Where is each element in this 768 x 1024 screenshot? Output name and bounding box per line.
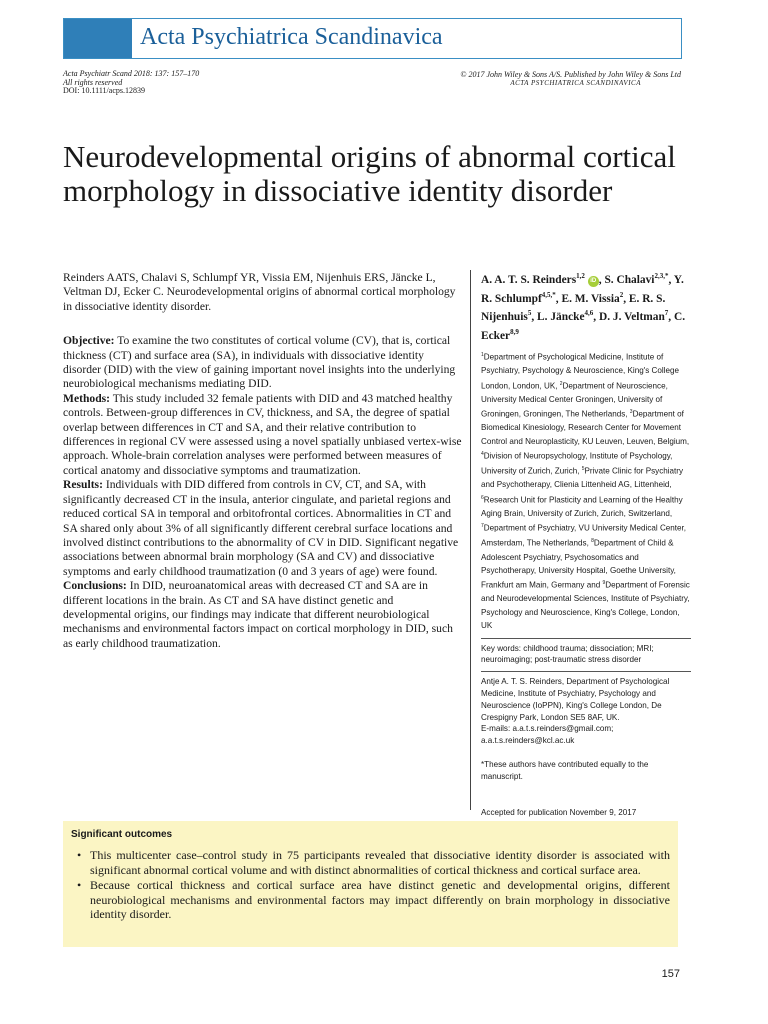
affil-number: 3: [629, 409, 633, 416]
journal-header-accent: [64, 19, 132, 58]
conclusions-label: Conclusions:: [63, 579, 127, 593]
affil-number: 4: [481, 451, 484, 458]
author-name: A. A. T. S. Reinders: [481, 273, 577, 286]
significant-outcomes-box: [63, 821, 678, 947]
equal-contribution-note: *These authors have contributed equally to the manuscript.: [481, 760, 649, 781]
affil-text: Division of Neuropsychology, Institute of Psychology, University of Zurich, Zurich,: [481, 451, 673, 477]
outcome-item: [71, 878, 670, 922]
results-text: Individuals with DID differed from controls in CV, CT, and SA, with significantly decreased CT in the insula, anterior cingulate, and parietal regions and reduced cortical SA in temporal and orbitofrontal cortices. Abnormalities in CT and SA shared only about 3% of all significantly different cerebral surface locations and involved distinct contributions to the abnormality of CV in DID. Significant negative associations between abnormal brain morphology (SA and CV) and dissociative symptoms and early childhood traumatization (0 and 3 years of age) were found.: [63, 478, 459, 578]
affil-text: Department of Forensic and Neurodevelopmental Sciences, Institute of Psychiatry, Psychology and Neuroscience, King's College, London, UK: [481, 581, 690, 631]
outcome-text: This multicenter case–control study in 75 participants revealed that dissociative identity disorder is associated with significant abnormal cortical volume and with distinct abnormalities of cortical thickness and cortical surface area.: [90, 848, 670, 877]
author-name: D. J. Veltman: [598, 310, 665, 323]
affil-text: Department of Psychiatry, VU University Medical Center, Amsterdam, The Netherlands,: [481, 524, 687, 549]
journal-header: [63, 18, 682, 59]
divider: [481, 638, 691, 639]
author-asterisk: *: [552, 290, 556, 299]
author-column: [481, 269, 691, 818]
affil-number: 9: [602, 580, 606, 587]
affil-text: Department of Neuroscience, University Medical Center Groningen, University of Groningen, Groningen, The Netherlands,: [481, 381, 668, 420]
rights-line: All rights reserved: [63, 77, 123, 87]
author-name: S. Chalavi: [604, 273, 655, 286]
outcomes-title: Significant outcomes: [71, 829, 173, 840]
affiliations: [481, 349, 691, 632]
affil-number: 1: [481, 352, 484, 359]
citation-block: Reinders AATS, Chalavi S, Schlumpf YR, Vissia EM, Nijenhuis ERS, Jäncke L, Veltman DJ, Ecker C. Neurodevelopmental origins of abnormal cortical morphology in dissociative identity disorder.: [63, 271, 456, 313]
author-name: C. Ecker: [481, 310, 686, 342]
methods-text: This study included 32 female patients with DID and 43 matched healthy controls. Between-group differences in CV, thickness, and SA, the degree of spatial overlap between differences in CT and SA, and their relative contribution to differences in regional CV were assessed using a novel spatially unbiased vertex-wise approach. Whole-brain correlation analyses were performed between measures of cortical anatomy and dissociative symptoms and traumatization.: [63, 391, 462, 477]
journal-name: Acta Psychiatrica Scandinavica: [140, 24, 443, 50]
objective-text: To examine the two constitutes of cortical volume (CV), that is, cortical thickness (CT) and surface area (SA), in individuals with dissociative identity disorder (DID) with the view of gaining important novel insights into the underlying neurobiological mechanisms mediating DID.: [63, 334, 456, 391]
author-name: L. Jäncke: [537, 310, 585, 323]
author-affil-sup: 2,3,: [654, 272, 665, 280]
affil-number: 5: [581, 466, 585, 473]
outcome-text: Because cortical thickness and cortical surface area have distinct genetic and developmental origins, different neurobiological mechanisms and environmental factors may impact differently on brain morphology in dissociative identity disorder.: [90, 878, 670, 921]
author-affil-sup: 1,2: [576, 272, 585, 280]
methods-label: Methods:: [63, 391, 111, 405]
abstract-methods: [63, 392, 463, 478]
keywords: Key words: childhood trauma; dissociation; MRI; neuroimaging; post-traumatic stress disorder: [481, 643, 654, 665]
accepted-date: Accepted for publication November 9, 2017: [481, 807, 637, 817]
affil-text: Department of Biomedical Kinesiology, Research Center for Movement Control and Neuroplasticity, KU Leuven, Leuven, Belgium,: [481, 410, 690, 446]
article-title: Neurodevelopmental origins of abnormal cortical morphology in dissociative identity disorder: [63, 139, 676, 208]
bullet-icon: •: [77, 848, 82, 862]
affil-text: Research Unit for Plasticity and Learning of the Healthy Aging Brain, University of Zurich, Zurich, Switzerland,: [481, 495, 683, 518]
author-affil-sup: 4,6: [584, 309, 594, 318]
affil-text: Department of Psychological Medicine, Institute of Psychiatry, Psychology & Neuroscience, King's College London, London, UK,: [481, 353, 679, 391]
outcomes-list: [71, 848, 670, 922]
correspondence-address: Antje A. T. S. Reinders, Department of Psychological Medicine, Institute of Psychiatry, Psychology and Neuroscience (IoPPN), King's College London, De Crespigny Park, London SE5 8AF, UK.: [481, 677, 670, 722]
author-name: Y. R. Schlumpf: [481, 273, 684, 305]
author-name: E. R. S. Nijenhuis: [481, 292, 666, 323]
outcome-item: [71, 848, 670, 877]
abstract-objective: [63, 334, 463, 392]
column-divider: [470, 270, 471, 810]
copyright-meta: [460, 70, 681, 88]
affil-number: 8: [591, 538, 594, 545]
affil-number: 6: [481, 494, 484, 501]
page-number: 157: [661, 968, 680, 980]
author-affil-sup: 2: [619, 290, 624, 299]
author-affil-sup: 4,5,: [541, 290, 553, 299]
abstract-results: [63, 478, 463, 579]
abstract-column: [63, 271, 463, 651]
correspondence-email-1[interactable]: E-mails: a.a.t.s.reinders@gmail.com;: [481, 724, 614, 734]
affil-text: Department of Child & Adolescent Psychiatry, Psychosomatics and Psychotherapy, University Hospital, Goethe University, Frankfurt am Main, Germany and: [481, 539, 676, 591]
orcid-icon[interactable]: iD: [588, 276, 599, 287]
author-affil-sup: 7: [664, 309, 669, 318]
journal-caps: ACTA PSYCHIATRICA SCANDINAVICA: [510, 79, 641, 87]
objective-label: Objective:: [63, 334, 115, 348]
author-name: E. M. Vissia: [561, 292, 620, 305]
author-asterisk: *: [664, 272, 669, 280]
conclusions-text: In DID, neuroanatomical areas with decreased CT and SA are in different locations in the brain. As CT and SA have distinct genetic and developmental origins, our findings may indicate that different neurobiological mechanisms and environmental factors impact on cortical morphology in DID, such as early childhood traumatization.: [63, 579, 453, 650]
copyright-line: © 2017 John Wiley & Sons A/S. Published by John Wiley & Sons Ltd: [460, 70, 681, 79]
abstract-conclusions: [63, 579, 463, 651]
citation-meta: [63, 70, 199, 96]
citation-line: Acta Psychiatr Scand 2018: 137: 157–170: [63, 69, 200, 78]
affil-number: 7: [481, 523, 484, 530]
author-list: A. A. T. S. Reinders$^{1,2}$ iD , S. Chalavi$^{2,3,*}$, Y. R. Schlumpf$^{4,5,*}$, E. M. Vissia$^2$, E. R. S. Nijenhuis$^5$, L. Jäncke$^{4,6}$, D. J. Veltman$^7$, C. Ecker$^{8,9}$: [481, 272, 686, 342]
results-label: Results:: [63, 478, 103, 492]
divider: [481, 671, 691, 672]
doi: DOI: 10.1111/acps.12839: [63, 86, 145, 95]
author-affil-sup: 5: [527, 309, 532, 318]
affil-text: Private Clinic for Psychiatry and Psychotherapy, Clienia Littenheid AG, Littenheid,: [481, 467, 684, 490]
bullet-icon: •: [77, 878, 82, 892]
author-affil-sup: 8,9: [510, 327, 519, 336]
correspondence-email-2[interactable]: a.a.t.s.reinders@kcl.ac.uk: [481, 736, 575, 746]
affil-number: 2: [559, 380, 563, 387]
